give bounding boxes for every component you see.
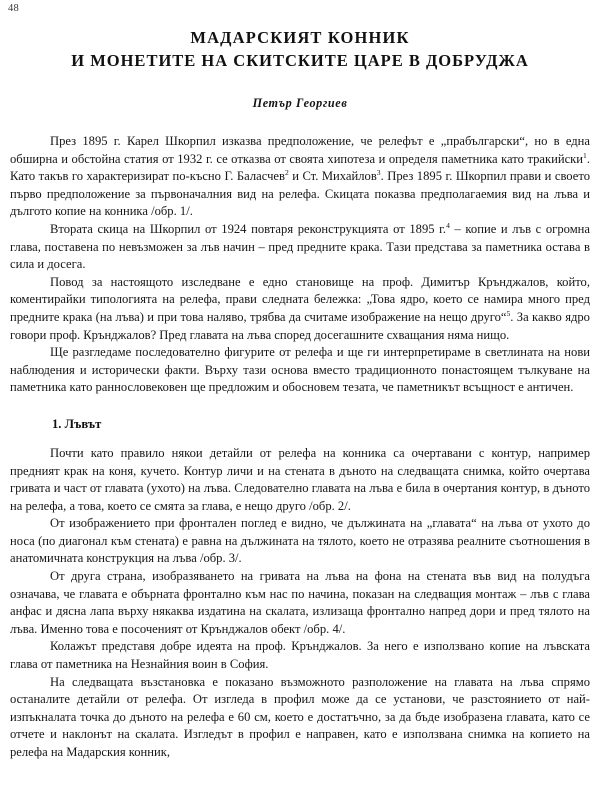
article-title [10, 26, 590, 72]
title-line-2: И МОНЕТИТЕ НА СКИТСКИТЕ ЦАРЕ В ДОБРУДЖА [71, 51, 529, 70]
paragraph: Почти като правило някои детайли от релефа на конника са очертавани с контур, например предният крак на коня, кучето. Контур личи и на стената в дъното на следващата снимка, който очертава гривата и част от главата (ухото) на лъва. Следователно главата на лъва е била в очертания контур, в дъното на релефа, а това, което се смята за глава, е нещо друго /обр. 2/. [10, 445, 590, 513]
footnote-marker: 3 [376, 168, 381, 177]
paragraph: На следващата възстановка е показано възможното разположение на главата на лъва спрямо останалите детайли от релефа. От изгледа в профил може да се установи, че разстоянието от най-изпъкналата точка до дъното на релефа е 60 см, което е достатъчно, за да бъде изобразена главата, като се отчете и наклонът на скалата. Изгледът в профил е направен, като е използвана снимка на копието на релефа на Мадарския конник, [10, 674, 590, 759]
author-byline: Петър Георгиев [252, 96, 348, 110]
intro-body [10, 133, 590, 397]
paragraph: От изображението при фронтален поглед е видно, че дължината на „главата“ на лъва от ухото до носа (по диагонал към стената) е равна на дължината на тялото, което не отразява реалните съотношения в анатомичната конструкция на лъва /обр. 3/. [10, 516, 590, 566]
page-content [10, 0, 590, 762]
footnote-marker: 2 [284, 168, 289, 177]
page-number: 48 [8, 3, 20, 14]
section-body-lion [10, 445, 590, 762]
footnote-marker: 5 [506, 308, 511, 318]
paragraph: Колажът представя добре идеята на проф. Крънджалов. За него е използвано копие на лъвската глава от паметника на Незнайния воин в София. [10, 639, 590, 672]
paragraph: Ще разгледаме последователно фигурите от релефа и ще ги интерпретираме в светлината на нови наблюдения и исторически факти. Върху тази основа вместо традиционното понастоящем тълкуване на паметника като раннословековен ще предложим и обосновем тезата, че паметникът всъщност е античен. [10, 345, 590, 395]
section-heading-lion: 1. Лъвът [52, 416, 102, 431]
paragraph: Втората скица на Шкорпил от 1924 повтаря реконструкцията от 1895 г.$^4$ – копие и лъв с огромна глава, поставена по невъзможен за лъв начин – пред предните крака. Тази представа за паметника остава в сила и досега. [10, 220, 590, 272]
paragraph: Повод за настоящото изследване е едно становище на проф. Димитър Крънджалов, който, коментирайки типологията на релефа, прави следната бележка: „Това ядро, което се намира много пред предните крака (на лъва) и при това наляво, трябва да считаме изображение на нещо друго“$^5$. За какво ядро говори проф. Крънджалов? Пред главата на лъва според досегашните схващания няма нищо. [10, 274, 590, 342]
footnote-marker: 4 [446, 220, 450, 230]
footnote-marker: 1 [583, 150, 587, 160]
title-line-1: МАДАРСКИЯТ КОННИК [190, 28, 410, 47]
paragraph: През 1895 г. Карел Шкорпил изказва предположение, че релефът е „прабългарски“, но в една обширна и обстойна статия от 1932 г. се отказва от своята хипотеза и определя паметника като тракийски$^1$. Като такъв го характеризират по-късно Г. Баласчев$^2$ и Ст. Михайлов$^3$. През 1895 г. Шкорпил прави и своето първо предположение за първоначалния вид на релефа. Скицата показва предполагаемия вид на лъва и дългото копие на конника /обр. 1/. [10, 134, 590, 219]
paragraph: От друга страна, изобразяването на гривата на лъва на фона на стената във вид на полудъга означава, че главата е обърната фронтално към нас по начина, показан на следващия монтаж – лъв с глава анфас и дясна лапа върху някаква издатина на скалата, излизаща фронтално напред дори и пред тялото на лъва. Именно това е посоченият от Крънджалов обект /обр. 4/. [10, 569, 590, 636]
